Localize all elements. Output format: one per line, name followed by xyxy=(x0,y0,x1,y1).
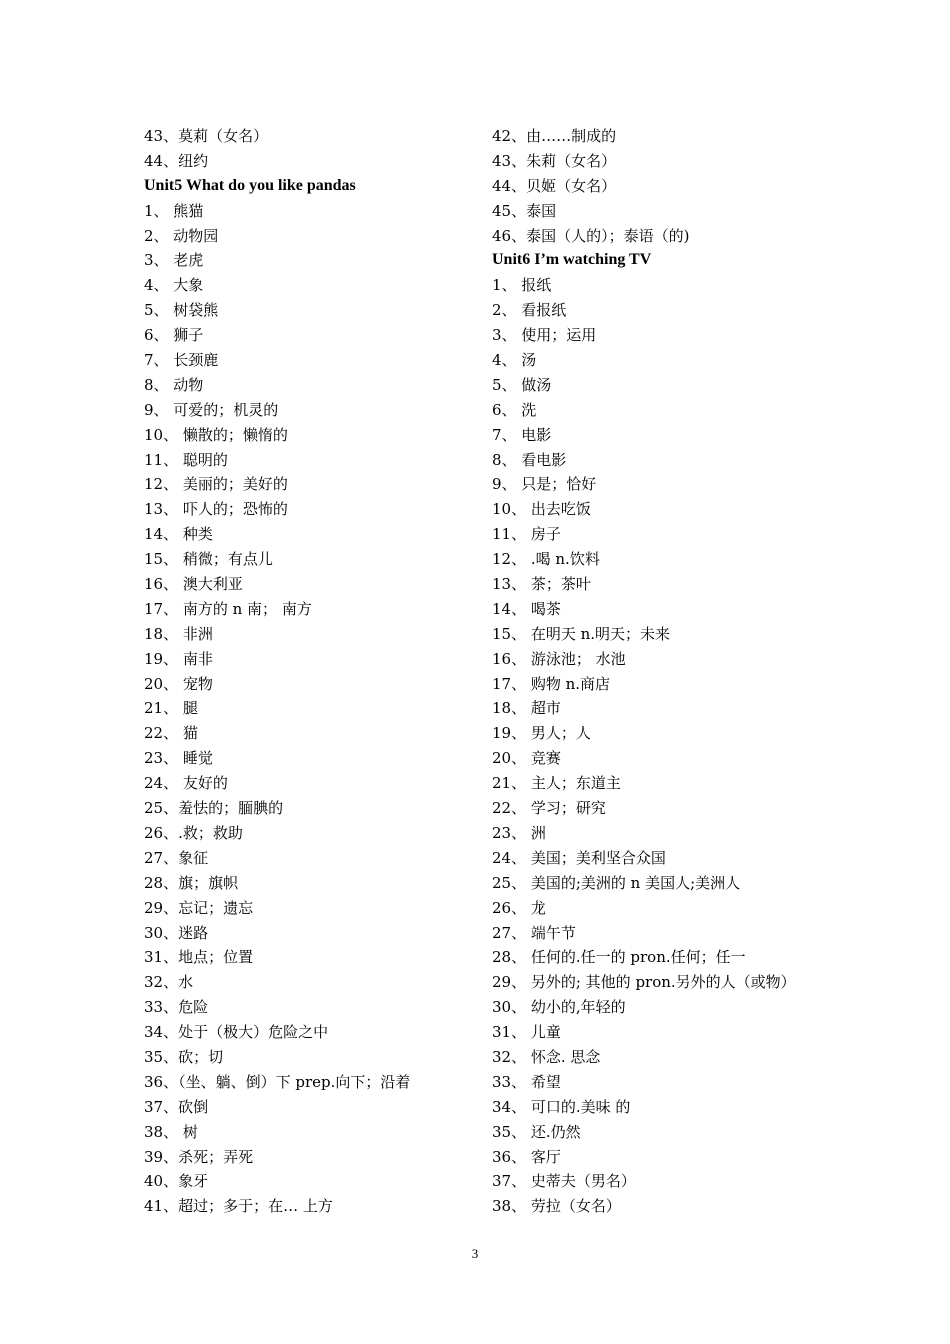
vocab-item: 33、 希望 xyxy=(492,1072,561,1091)
vocab-item: 7、 长颈鹿 xyxy=(144,351,219,370)
vocab-item: 32、水 xyxy=(144,973,194,992)
vocab-item: 9、 可爱的；机灵的 xyxy=(144,400,279,419)
vocab-item: 5、 树袋熊 xyxy=(144,301,219,320)
vocab-item: 26、.救；救助 xyxy=(144,823,243,842)
vocab-item: 20、 竞赛 xyxy=(492,749,561,768)
vocab-item: 45、泰国 xyxy=(492,201,557,220)
vocab-item: 41、超过；多于；在… 上方 xyxy=(144,1197,333,1216)
vocab-item: 3、 使用；运用 xyxy=(492,326,597,345)
vocab-item: 13、 茶；茶叶 xyxy=(492,575,591,594)
vocab-item: 29、 另外的; 其他的 pron.另外的人（或物） xyxy=(492,973,796,992)
vocab-item: 24、 美国；美利坚合众国 xyxy=(492,848,666,867)
vocab-item: 36、（坐、躺、倒）下 prep.向下；沿着 xyxy=(144,1072,411,1091)
vocab-item: 15、 在明天 n.明天；未来 xyxy=(492,624,671,643)
vocab-item: 40、象牙 xyxy=(144,1172,209,1191)
vocab-item: 21、 主人；东道主 xyxy=(492,774,621,793)
vocab-item: 7、 电影 xyxy=(492,425,552,444)
vocab-item: 32、 怀念. 思念 xyxy=(492,1047,601,1066)
vocab-item: 20、 宠物 xyxy=(144,674,213,693)
vocab-item: 6、 洗 xyxy=(492,400,537,419)
vocab-item: 38、 劳拉（女名） xyxy=(492,1197,621,1216)
vocab-item: 4、 汤 xyxy=(492,351,537,370)
vocab-item: 21、 腿 xyxy=(144,699,198,718)
vocab-item: 19、 男人；人 xyxy=(492,724,591,743)
vocab-item: 46、泰国（人的）；泰语（的) xyxy=(492,226,690,245)
vocab-item: 14、 种类 xyxy=(144,525,213,544)
vocab-item: 13、 吓人的；恐怖的 xyxy=(144,500,288,519)
vocab-item: 18、 超市 xyxy=(492,699,561,718)
vocab-item: 2、 动物园 xyxy=(144,226,219,245)
vocab-item: 17、 购物 n.商店 xyxy=(492,674,611,693)
vocab-item: 38、 树 xyxy=(144,1122,198,1141)
vocab-item: 12、 美丽的；美好的 xyxy=(144,475,288,494)
vocab-item: 16、 游泳池； 水池 xyxy=(492,649,626,668)
vocab-item: 5、 做汤 xyxy=(492,375,552,394)
vocab-item: 23、 睡觉 xyxy=(144,749,213,768)
vocab-item: 16、 澳大利亚 xyxy=(144,575,243,594)
vocab-item: 6、 狮子 xyxy=(144,326,204,345)
unit-heading: Unit5 What do you like pandas xyxy=(144,176,356,194)
vocab-item: 35、砍；切 xyxy=(144,1047,224,1066)
vocab-item: 26、 龙 xyxy=(492,898,546,917)
vocab-item: 33、危险 xyxy=(144,998,209,1017)
vocab-item: 1、 熊猫 xyxy=(144,201,204,220)
vocab-item: 31、 儿童 xyxy=(492,1023,561,1042)
vocab-item: 37、 史蒂夫（男名） xyxy=(492,1172,636,1191)
vocab-item: 28、旗；旗帜 xyxy=(144,873,239,892)
vocab-item: 35、 还.仍然 xyxy=(492,1122,581,1141)
page-number: 3 xyxy=(471,1246,479,1261)
vocab-item: 25、 美国的;美洲的 n 美国人;美洲人 xyxy=(492,873,741,892)
vocab-item: 4、 大象 xyxy=(144,276,204,295)
vocab-item: 43、莫莉（女名） xyxy=(144,127,269,145)
vocab-item: 24、 友好的 xyxy=(144,774,228,793)
vocab-item: 9、 只是；恰好 xyxy=(492,475,597,494)
vocab-item: 27、 端午节 xyxy=(492,923,576,942)
vocab-item: 23、 洲 xyxy=(492,823,546,842)
vocab-item: 10、 懒散的；懒惰的 xyxy=(144,425,288,444)
vocab-item: 19、 南非 xyxy=(144,649,213,668)
vocab-item: 34、 可口的.美味 的 xyxy=(492,1097,631,1116)
vocab-item: 22、 学习；研究 xyxy=(492,799,606,818)
vocab-item: 3、 老虎 xyxy=(144,251,204,270)
vocab-item: 44、贝姬（女名） xyxy=(492,176,617,195)
vocab-item: 25、羞怯的；腼腆的 xyxy=(144,799,284,818)
vocab-item: 29、忘记；遗忘 xyxy=(144,898,254,917)
vocab-item: 30、 幼小的,年轻的 xyxy=(492,998,626,1017)
vocab-item: 42、由……制成的 xyxy=(492,127,617,145)
vocab-item: 18、 非洲 xyxy=(144,624,213,643)
vocab-item: 36、 客厅 xyxy=(492,1147,561,1166)
vocab-item: 2、 看报纸 xyxy=(492,301,567,320)
vocab-item: 1、 报纸 xyxy=(492,276,552,295)
vocab-item: 8、 看电影 xyxy=(492,450,567,469)
vocab-item: 31、地点；位置 xyxy=(144,948,254,967)
vocab-item: 43、朱莉（女名） xyxy=(492,151,617,170)
vocab-item: 14、 喝茶 xyxy=(492,599,561,618)
vocab-item: 17、 南方的 n 南； 南方 xyxy=(144,599,312,618)
vocab-item: 34、处于（极大）危险之中 xyxy=(144,1023,329,1042)
vocab-item: 27、象征 xyxy=(144,848,209,867)
vocab-item: 8、 动物 xyxy=(144,375,204,394)
vocab-item: 11、 聪明的 xyxy=(144,450,228,469)
vocab-item: 22、 猫 xyxy=(144,724,198,743)
vocab-item: 39、杀死；弄死 xyxy=(144,1147,254,1166)
vocab-item: 11、 房子 xyxy=(492,525,561,544)
unit-heading: Unit6 I’m watching TV xyxy=(492,251,652,269)
left-column xyxy=(144,124,484,1219)
vocab-item: 10、 出去吃饭 xyxy=(492,500,591,519)
vocab-item: 15、 稍微；有点儿 xyxy=(144,550,273,569)
vocab-item: 44、纽约 xyxy=(144,151,209,170)
vocab-item: 28、 任何的.任一的 pron.任何；任一 xyxy=(492,948,746,967)
vocab-item: 30、迷路 xyxy=(144,923,209,942)
right-column xyxy=(492,124,932,1219)
vocab-item: 37、砍倒 xyxy=(144,1097,209,1116)
vocab-item: 12、 .喝 n.饮料 xyxy=(492,550,600,569)
